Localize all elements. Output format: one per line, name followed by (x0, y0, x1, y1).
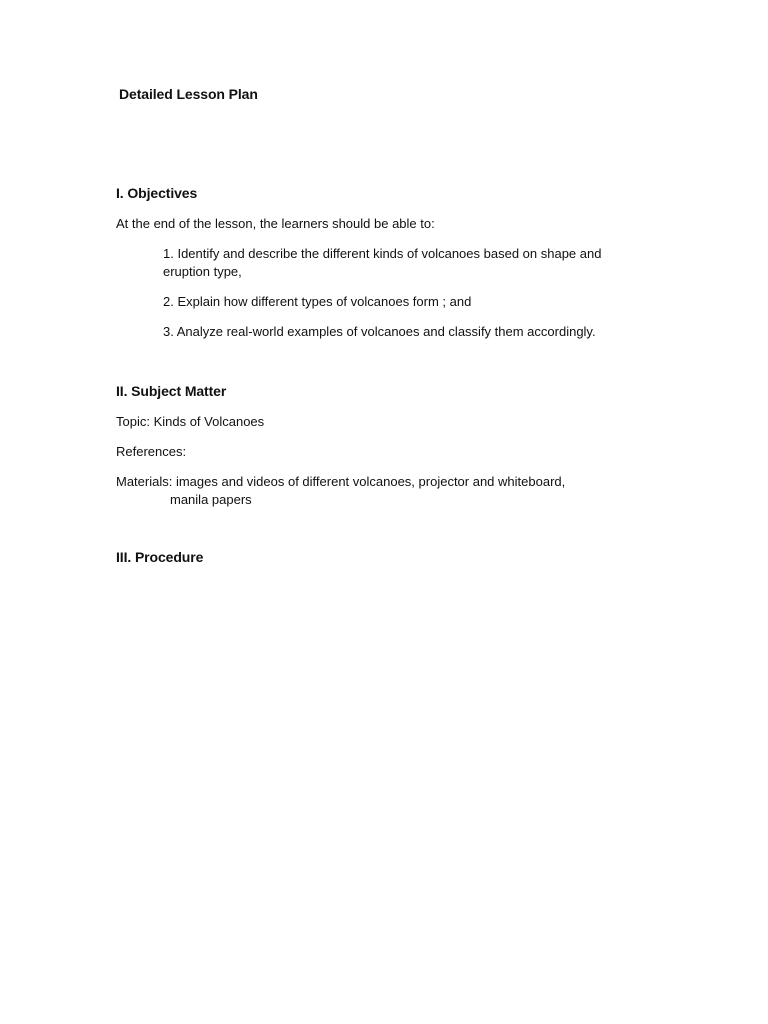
procedure-heading: III. Procedure (116, 549, 204, 565)
objective-item-2-line1: 2. Explain how different types of volcanoes form ; and (163, 294, 472, 309)
objective-item-3 (163, 323, 663, 341)
objective-item-1-line2: eruption type, (163, 264, 242, 279)
objective-item-1-line1: 1. Identify and describe the different kinds of volcanoes based on shape and (163, 246, 602, 261)
materials-line: Materials: images and videos of different volcanoes, projector and whiteboard, (116, 474, 566, 489)
document-title: Detailed Lesson Plan (119, 86, 258, 102)
objective-item-2 (163, 293, 663, 311)
objectives-heading: I. Objectives (116, 185, 198, 201)
materials-line-continuation: manila papers (170, 492, 252, 507)
objectives-intro: At the end of the lesson, the learners should be able to: (116, 216, 435, 231)
objective-item-3-line1: 3. Analyze real-world examples of volcanoes and classify them accordingly. (163, 324, 596, 339)
subject-matter-heading: II. Subject Matter (116, 383, 227, 399)
objective-item-1 (163, 245, 663, 281)
references-line: References: (116, 444, 187, 459)
topic-line: Topic: Kinds of Volcanoes (116, 414, 265, 429)
